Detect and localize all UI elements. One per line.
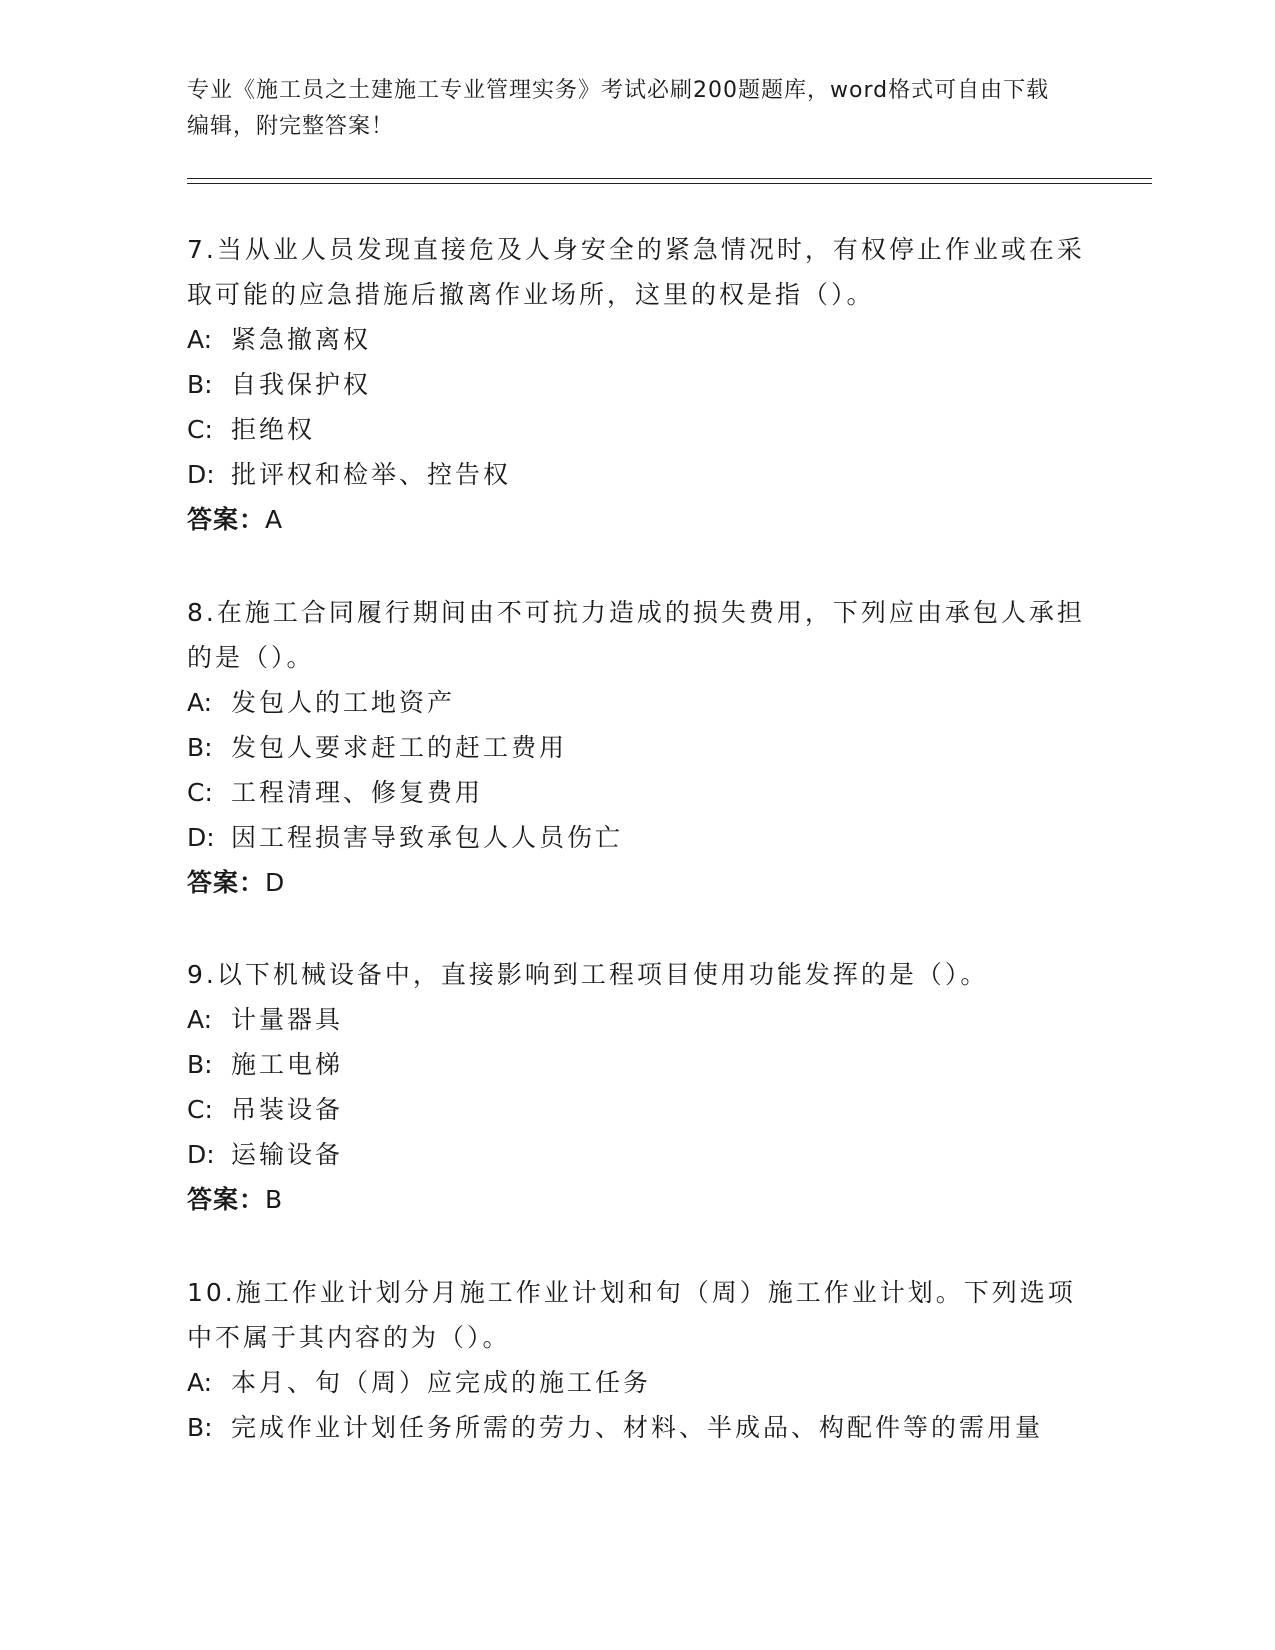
header-rule-bottom bbox=[187, 183, 1152, 184]
option-text: 完成作业计划任务所需的劳力、材料、半成品、构配件等的需用量 bbox=[231, 1413, 1044, 1442]
option-a bbox=[187, 1360, 1087, 1405]
question-7 bbox=[187, 227, 1087, 542]
answer-label: 答案： bbox=[187, 505, 266, 534]
option-a bbox=[187, 680, 1087, 725]
option-text: 计量器具 bbox=[231, 1005, 344, 1034]
option-key: A: bbox=[187, 325, 213, 354]
option-key: B: bbox=[187, 733, 213, 762]
option-key: B: bbox=[187, 1050, 213, 1079]
question-stem: 8.在施工合同履行期间由不可抗力造成的损失费用，下列应由承包人承担的是（）。 bbox=[187, 598, 1085, 672]
answer-value: A bbox=[265, 505, 284, 534]
option-text: 运输设备 bbox=[231, 1140, 344, 1169]
option-text: 发包人的工地资产 bbox=[231, 688, 456, 717]
answer-label: 答案： bbox=[187, 868, 266, 897]
option-key: D: bbox=[187, 1140, 215, 1169]
option-d bbox=[187, 815, 1087, 860]
option-text: 发包人要求赶工的赶工费用 bbox=[231, 733, 568, 762]
option-text: 吊装设备 bbox=[231, 1095, 344, 1124]
option-text: 批评权和检举、控告权 bbox=[231, 460, 512, 489]
answer-line bbox=[187, 1177, 1087, 1222]
answer-label: 答案： bbox=[187, 1185, 266, 1214]
option-b bbox=[187, 1042, 1087, 1087]
option-key: B: bbox=[187, 370, 213, 399]
question-stem: 7.当从业人员发现直接危及人身安全的紧急情况时，有权停止作业或在采取可能的应急措施后撤离作业场所，这里的权是指（）。 bbox=[187, 235, 1085, 309]
option-text: 拒绝权 bbox=[231, 415, 316, 444]
answer-value: B bbox=[265, 1185, 284, 1214]
option-b bbox=[187, 1405, 1087, 1450]
question-9 bbox=[187, 952, 1087, 1222]
option-key: A: bbox=[187, 1368, 213, 1397]
option-c bbox=[187, 770, 1087, 815]
option-c bbox=[187, 1087, 1087, 1132]
option-text: 本月、旬（周）应完成的施工任务 bbox=[231, 1368, 652, 1397]
option-c bbox=[187, 407, 1087, 452]
option-text: 自我保护权 bbox=[231, 370, 372, 399]
question-stem: 10.施工作业计划分月施工作业计划和旬（周）施工作业计划。下列选项中不属于其内容的为（）。 bbox=[187, 1278, 1076, 1352]
header-rule-top bbox=[187, 178, 1152, 179]
document-header: 专业《施工员之土建施工专业管理实务》考试必刷200题题库，word格式可自由下载编辑，附完整答案！ bbox=[187, 78, 1050, 139]
answer-value: D bbox=[265, 868, 286, 897]
question-stem: 9.以下机械设备中，直接影响到工程项目使用功能发挥的是（）。 bbox=[187, 960, 989, 989]
answer-line bbox=[187, 860, 1087, 905]
option-text: 紧急撤离权 bbox=[231, 325, 372, 354]
option-key: D: bbox=[187, 460, 215, 489]
question-10 bbox=[187, 1270, 1087, 1450]
option-key: C: bbox=[187, 415, 213, 444]
option-text: 因工程损害导致承包人人员伤亡 bbox=[231, 823, 624, 852]
option-key: C: bbox=[187, 778, 213, 807]
option-key: D: bbox=[187, 823, 215, 852]
option-d bbox=[187, 1132, 1087, 1177]
option-b bbox=[187, 725, 1087, 770]
option-key: B: bbox=[187, 1413, 213, 1442]
option-a bbox=[187, 317, 1087, 362]
option-d bbox=[187, 452, 1087, 497]
option-key: C: bbox=[187, 1095, 213, 1124]
option-key: A: bbox=[187, 1005, 213, 1034]
option-a bbox=[187, 997, 1087, 1042]
option-key: A: bbox=[187, 688, 213, 717]
answer-line bbox=[187, 497, 1087, 542]
option-text: 施工电梯 bbox=[231, 1050, 344, 1079]
option-text: 工程清理、修复费用 bbox=[231, 778, 484, 807]
option-b bbox=[187, 362, 1087, 407]
question-8 bbox=[187, 590, 1087, 905]
